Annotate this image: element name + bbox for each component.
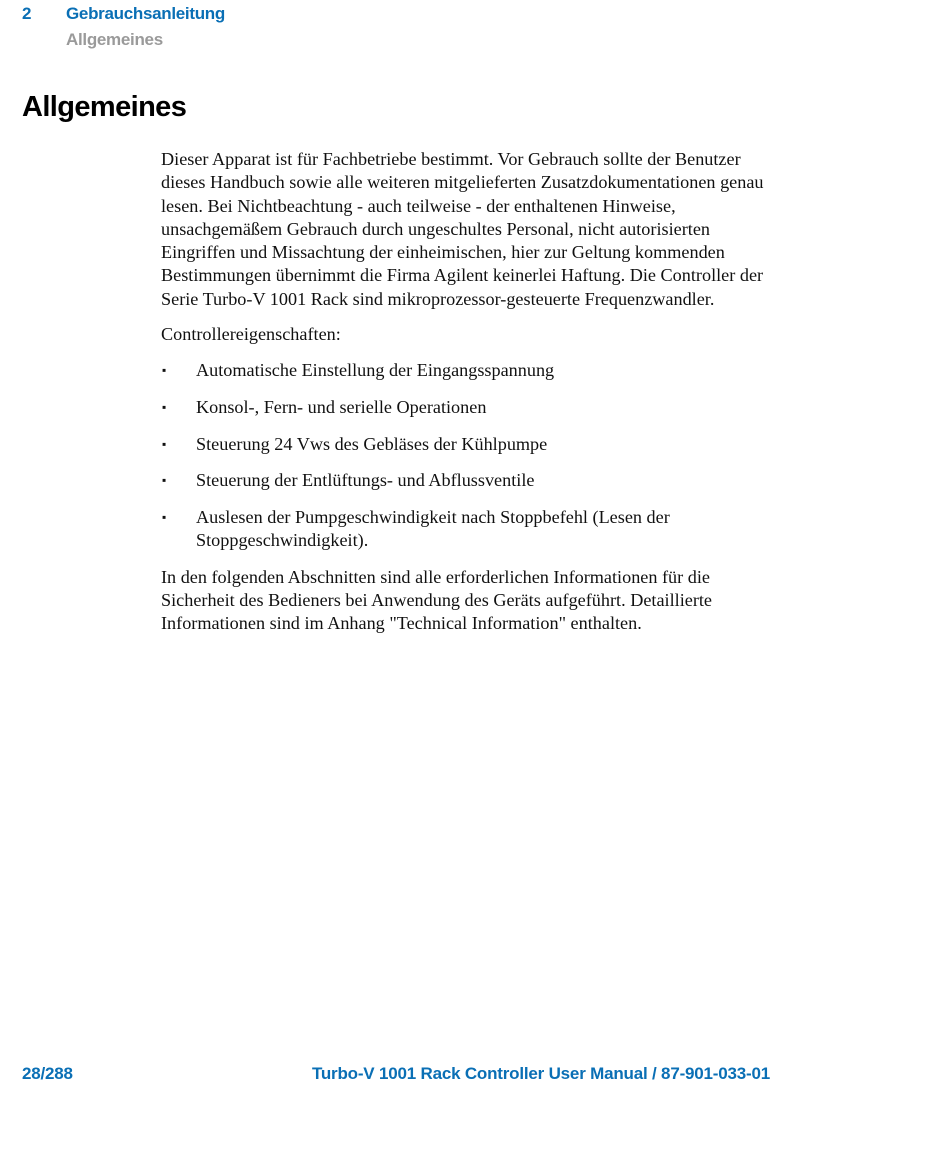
features-lead: Controllereigenschaften:: [161, 324, 341, 345]
feature-text: Auslesen der Pumpgeschwindigkeit nach Stoppbefehl (Lesen der Stoppgeschwindigkeit).: [196, 506, 670, 551]
section-title: Allgemeines: [66, 30, 163, 49]
list-item: [161, 433, 771, 456]
bullet-icon: ▪: [162, 509, 167, 524]
list-item: [161, 359, 771, 382]
bullet-icon: ▪: [162, 436, 167, 451]
list-item: [161, 506, 771, 553]
intro-paragraph: Dieser Apparat ist für Fachbetriebe bestimmt. Vor Gebrauch sollte der Benutzer dieses Handbuch sowie alle weiteren mitgelieferten Zusatzdokumentationen genau lesen. Bei Nichtbeachtung - auch teilweise - der enthaltenen Hinweise, unsachgemäßem Gebrauch durch ungeschultes Personal, nicht autorisierten Eingriffen und Missachtung der einheimischen, hier zur Geltung kommenden Bestimmungen übernimmt die Firma Agilent keinerlei Haftung. Die Controller der Serie Turbo-V 1001 Rack sind mikroprozessor-gesteuerte Frequenzwandler.: [161, 149, 764, 309]
feature-text: Steuerung 24 Vws des Gebläses der Kühlpumpe: [196, 433, 548, 454]
chapter-number: 2: [22, 4, 32, 23]
bullet-icon: ▪: [162, 399, 167, 414]
manual-title: Turbo-V 1001 Rack Controller User Manual / 87-901-033-01: [311, 1064, 770, 1083]
feature-text: Steuerung der Entlüftungs- und Abflussventile: [196, 470, 535, 491]
page-title: Allgemeines: [22, 91, 187, 123]
bullet-icon: ▪: [162, 363, 167, 378]
feature-text: Automatische Einstellung der Eingangsspannung: [196, 360, 555, 381]
body-content: [161, 148, 771, 636]
feature-text: Konsol-, Fern- und serielle Operationen: [196, 396, 487, 417]
bullet-icon: ▪: [162, 473, 167, 488]
list-item: [161, 396, 771, 419]
list-item: [161, 469, 771, 492]
page-number: 28/288: [22, 1064, 73, 1083]
closing-paragraph: In den folgenden Abschnitten sind alle erforderlichen Informationen für die Sicherheit des Bedieners bei Anwendung des Geräts aufgeführt. Detaillierte Informationen sind im Anhang "Technical Information" enthalten.: [161, 566, 712, 634]
feature-list: [161, 359, 771, 552]
chapter-title: Gebrauchsanleitung: [66, 4, 225, 23]
